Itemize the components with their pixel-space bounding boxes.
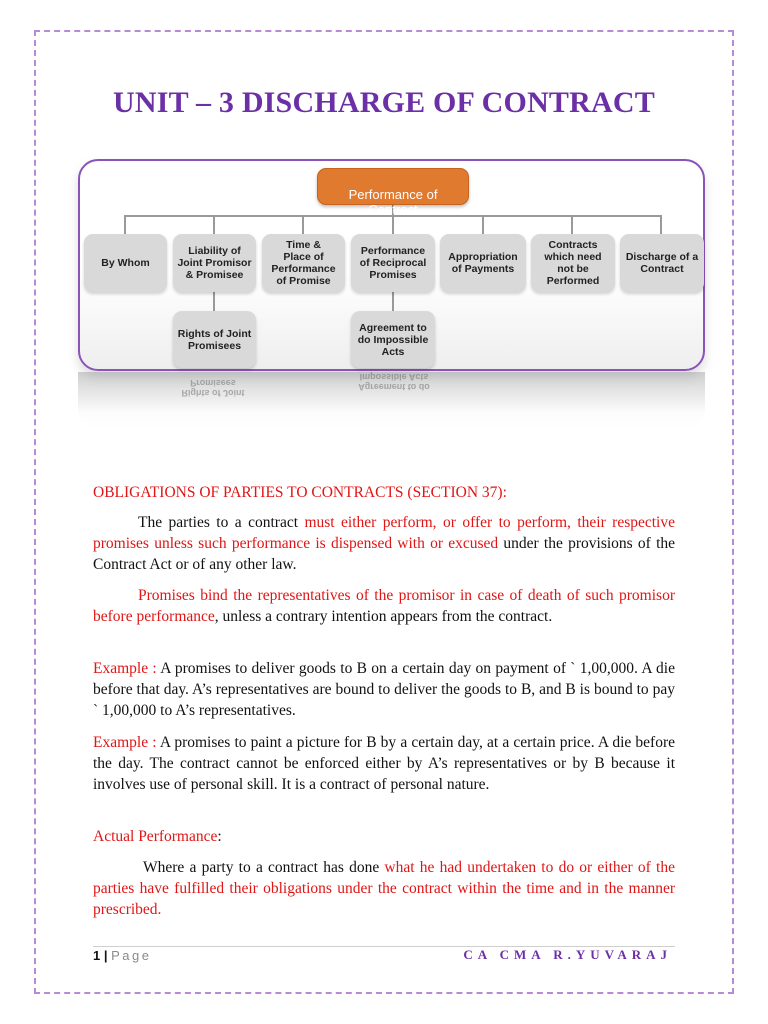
diagram-root-label: Performance of Contract [348,187,438,217]
section-heading: OBLIGATIONS OF PARTIES TO CONTRACTS (SECTION 37): [93,484,507,501]
paragraph-representatives [93,585,675,627]
connector-line [571,215,573,235]
paragraph-text: Where a party to a contract has done [143,859,385,876]
example-text: A promises to deliver goods to B on a certain day on payment of ` 1,00,000. A die before that day. A’s representatives are bound to deliver the goods to B, and B is bound to pay ` 1,00,000 to A’s representatives. [93,660,675,719]
subheading-label: Actual Performance [93,828,218,845]
diagram-root-node [317,168,469,217]
connector-line [392,215,394,235]
example-label: Example : [93,660,161,677]
page-number-value: 1 [93,948,101,963]
connector-line [213,215,215,235]
connector-line [660,215,662,235]
node-impossible-acts: Agreement to do Impossible Acts [351,311,435,368]
node-rights-joint-promisees: Rights of Joint Promisees [173,311,256,368]
example-label: Example : [93,734,160,751]
paragraph-text: , unless a contrary intention appears from the contract. [214,608,553,625]
node-contracts-not-performed: Contracts which need not be Performed [531,234,615,292]
page-number [93,948,151,963]
page-word: Page [111,948,152,963]
highlighted-text: what he had undertaken to do or either of the parties have fulfilled their obligations under the contract within the time and in the manner prescribed. [93,859,675,918]
example-two [93,732,675,795]
node-time-place-performance: Time & Place of Performance of Promise [262,234,345,292]
node-by-whom: By Whom [84,234,167,292]
node-appropriation-payments: Appropriation of Payments [440,234,526,292]
example-text: A promises to paint a picture for B by a certain day, at a certain price. A die before the day. The contract cannot be enforced either by A’s representatives or by B because it involves use of personal skill. It is a contract of personal nature. [93,734,675,793]
connector-line [302,215,304,235]
subheading-colon: : [217,828,222,845]
reflection-label: Rights of Joint Promisees [181,378,245,398]
paragraph-text: The parties to a contract [138,514,305,531]
example-one [93,658,675,721]
paragraph-obligations [93,512,675,575]
connector-line [213,292,215,312]
page-separator: | [100,948,112,963]
connector-line [124,215,126,235]
node-reciprocal-promises: Performance of Reciprocal Promises [351,234,435,292]
connector-line [482,215,484,235]
node-liability-joint-promisor: Liability of Joint Promisor & Promisee [173,234,256,292]
diagram-reflection [78,372,705,430]
reflection-label: Agreement to do Impossible Acts [358,372,430,392]
actual-performance-heading [93,826,675,847]
paragraph-actual-performance [93,857,675,920]
highlighted-text: must either perform, or offer to perform, their respective promises unless such performance is dispensed with or excused [93,514,675,552]
author-name: CA CMA R.YUVARAJ [463,947,672,962]
highlighted-text: Promises bind the representatives of the promisor in case of death of such promisor before performance [93,587,675,625]
connector-line [392,292,394,312]
page-title: UNIT – 3 DISCHARGE OF CONTRACT [113,86,655,119]
paragraph-text: under the provisions of the Contract Act or of any other law. [93,535,676,573]
node-discharge-of-contract: Discharge of a Contract [620,234,704,292]
